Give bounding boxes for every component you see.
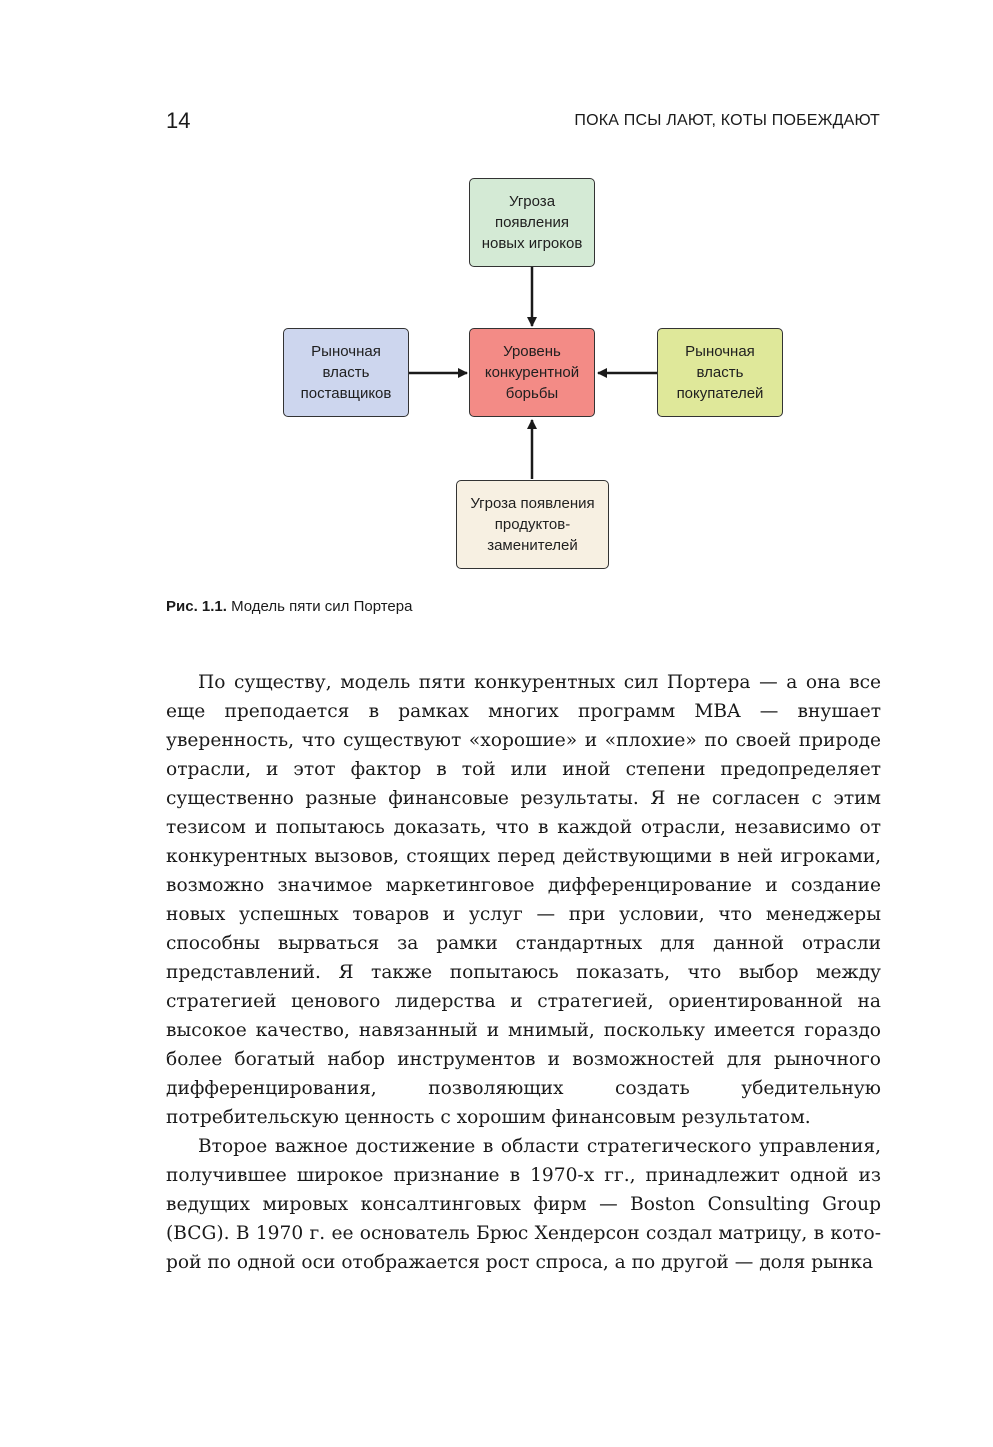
figure-caption-text: Модель пяти сил Портера [226, 598, 413, 615]
running-title: ПОКА ПСЫ ЛАЮТ, КОТЫ ПОБЕЖДАЮТ [574, 112, 880, 129]
node-buyer-power: Рыночная власть покупателей [657, 328, 783, 417]
paragraph: Второе важное достижение в области стратегического управления, получившее широкое признание в 1970-х гг., принадлежит одной из ведущих мировых консалтинговых фирм — Boston Consulting Group (BCG). В 1970 г. ее основатель Брюс Хендерсон создал матрицу, в которой по одной оси отображается рост спроса, а по другой — доля рынка [166, 1136, 881, 1273]
node-new-entrants: Угроза появления новых игроков [469, 178, 595, 267]
figure-caption [166, 598, 412, 615]
node-supplier-power: Рыночная власть поставщиков [283, 328, 409, 417]
node-competitive-rivalry: Уровень конкурентной борьбы [469, 328, 595, 417]
paragraph: По существу, модель пяти конкурентных сил Портера — а она все еще преподается в рамках многих программ MBA — внушает уверенность, что существуют «хорошие» и «плохие» по своей природе отрасли, и этот фактор в той или иной степени предопределяет существенно разные финансовые результаты. Я не согласен с этим тезисом и попытаюсь доказать, что в каждой отрасли, независимо от конкурентных вызовов, стоящих перед действующими в ней игроками, возможно значимое маркетинговое дифференцирование и создание новых успешных товаров и услуг — при условии, что менеджеры способны вырваться за рамки стандартных для данной отрасли представлений. Я также попытаюсь показать, что выбор между стратегией ценового лидерства и стратегией, ориентированной на высокое качество, навязанный и мнимый, поскольку имеется гораздо более богатый набор инструментов и возможностей для рыночного дифференцирования, позволяющих создать убедительную потребительскую ценность с хорошим финансовым результатом. [166, 672, 881, 1128]
node-substitutes: Угроза появления продуктов- заменителей [456, 480, 609, 569]
body-text [166, 668, 881, 1277]
page-number: 14 [166, 108, 191, 133]
figure-caption-label: Рис. 1.1. [166, 598, 227, 615]
